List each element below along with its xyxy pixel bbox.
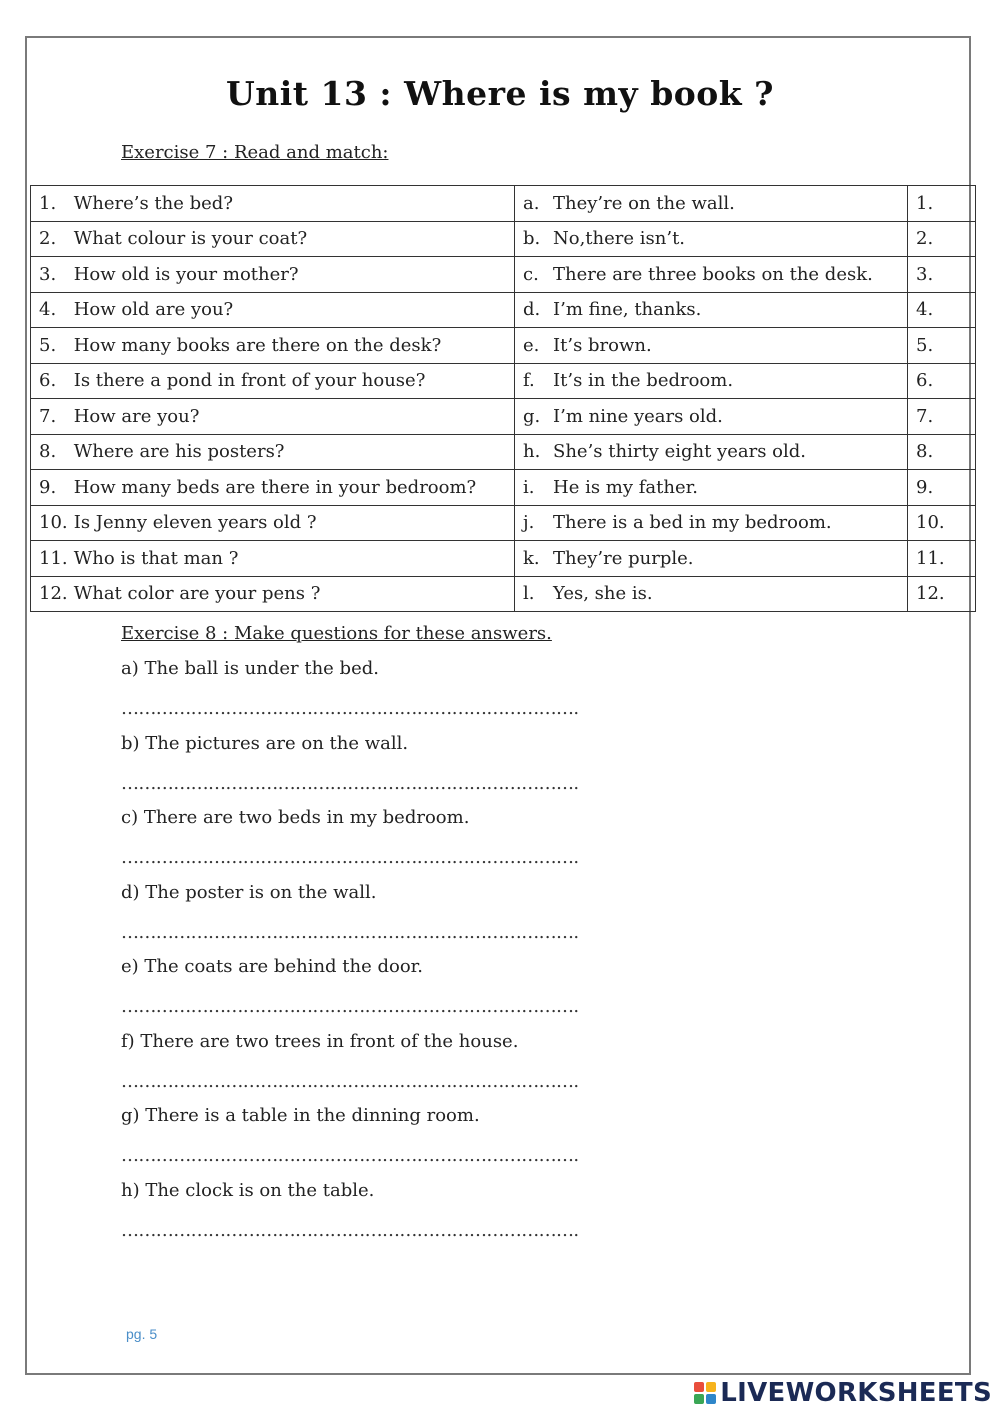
matching-table bbox=[30, 185, 976, 612]
question-cell bbox=[31, 399, 515, 435]
answer-cell bbox=[515, 186, 908, 222]
question-number: 1. bbox=[39, 192, 57, 214]
answer-prompt: a) The ball is under the bed. bbox=[121, 658, 379, 679]
question-text: Is there a pond in front of your house? bbox=[73, 370, 426, 392]
table-row bbox=[31, 434, 976, 470]
question-number: 6. bbox=[39, 370, 57, 392]
question-item bbox=[121, 1101, 661, 1171]
question-text: How old are you? bbox=[73, 299, 234, 321]
question-cell bbox=[31, 221, 515, 257]
answer-text: He is my father. bbox=[553, 476, 698, 498]
answer-text: They’re on the wall. bbox=[553, 192, 735, 214]
table-row bbox=[31, 292, 976, 328]
table-row bbox=[31, 221, 976, 257]
table-row bbox=[31, 257, 976, 293]
write-in-line[interactable]: ……………………………………………………………………. bbox=[121, 996, 579, 1017]
question-item bbox=[121, 654, 661, 724]
answer-cell bbox=[515, 399, 908, 435]
page-number: pg. 5 bbox=[126, 1326, 158, 1342]
answer-text: There is a bed in my bedroom. bbox=[553, 512, 832, 534]
answer-cell bbox=[515, 221, 908, 257]
match-box-number: 11. bbox=[916, 547, 945, 569]
logo-square-blue bbox=[706, 1394, 716, 1404]
answer-text: No,there isn’t. bbox=[553, 228, 686, 250]
question-number: 4. bbox=[39, 299, 57, 321]
question-text: What color are your pens ? bbox=[73, 583, 321, 605]
worksheet-title: Unit 13 : Where is my book ? bbox=[225, 74, 774, 113]
answer-prompt: g) There is a table in the dinning room. bbox=[121, 1105, 480, 1126]
table-row bbox=[31, 505, 976, 541]
write-in-line[interactable]: ……………………………………………………………………. bbox=[121, 847, 579, 868]
match-box-number: 9. bbox=[916, 476, 934, 498]
answer-cell bbox=[515, 363, 908, 399]
answer-text: There are three books on the desk. bbox=[553, 263, 873, 285]
answer-prompt: h) The clock is on the table. bbox=[121, 1179, 375, 1201]
answer-text: I’m fine, thanks. bbox=[553, 299, 702, 321]
question-cell bbox=[31, 434, 515, 470]
question-item bbox=[121, 803, 661, 873]
match-answer-box[interactable] bbox=[908, 399, 976, 435]
match-answer-box[interactable] bbox=[908, 328, 976, 364]
question-cell bbox=[31, 470, 515, 506]
question-number: 10. bbox=[39, 512, 68, 534]
answer-cell bbox=[515, 505, 908, 541]
question-cell bbox=[31, 292, 515, 328]
question-number: 11. bbox=[39, 547, 68, 569]
question-item bbox=[121, 1176, 661, 1246]
exercise-7-heading: Exercise 7 : Read and match: bbox=[121, 142, 389, 163]
answer-letter: l. bbox=[523, 583, 535, 605]
answer-cell bbox=[515, 470, 908, 506]
exercise-8-heading: Exercise 8 : Make questions for these answers. bbox=[121, 623, 552, 644]
match-box-number: 1. bbox=[916, 192, 934, 214]
write-in-line[interactable]: ……………………………………………………………………. bbox=[121, 1145, 579, 1166]
table-row bbox=[31, 363, 976, 399]
match-answer-box[interactable] bbox=[908, 576, 976, 612]
answer-text: They’re purple. bbox=[553, 547, 694, 569]
question-number: 3. bbox=[39, 263, 57, 285]
question-item bbox=[121, 878, 661, 948]
question-text: What colour is your coat? bbox=[73, 228, 308, 250]
question-item bbox=[121, 1027, 661, 1097]
brand-name: LIVEWORKSHEETS bbox=[720, 1378, 992, 1408]
match-box-number: 3. bbox=[916, 263, 934, 285]
table-row bbox=[31, 399, 976, 435]
question-number: 8. bbox=[39, 441, 57, 463]
question-item bbox=[121, 952, 661, 1022]
question-text: Is Jenny eleven years old ? bbox=[73, 512, 317, 534]
answer-cell bbox=[515, 576, 908, 612]
answer-cell bbox=[515, 292, 908, 328]
question-cell bbox=[31, 541, 515, 577]
answer-text: I’m nine years old. bbox=[553, 405, 723, 427]
answer-prompt: b) The pictures are on the wall. bbox=[121, 732, 409, 754]
table-row bbox=[31, 328, 976, 364]
answer-prompt: e) The coats are behind the door. bbox=[121, 956, 424, 977]
match-answer-box[interactable] bbox=[908, 221, 976, 257]
answer-letter: e. bbox=[523, 334, 540, 356]
logo-square-yellow bbox=[706, 1382, 716, 1392]
write-in-line[interactable]: ……………………………………………………………………. bbox=[121, 1219, 579, 1241]
match-box-number: 8. bbox=[916, 441, 934, 463]
match-box-number: 4. bbox=[916, 299, 934, 321]
answer-cell bbox=[515, 328, 908, 364]
question-cell bbox=[31, 363, 515, 399]
match-answer-box[interactable] bbox=[908, 541, 976, 577]
answer-letter: f. bbox=[523, 370, 535, 392]
write-in-line[interactable]: ……………………………………………………………………. bbox=[121, 921, 579, 943]
match-answer-box[interactable] bbox=[908, 186, 976, 222]
answer-letter: j. bbox=[523, 512, 535, 534]
logo-square-red bbox=[694, 1382, 704, 1392]
question-text: How many beds are there in your bedroom? bbox=[73, 476, 477, 498]
table-row bbox=[31, 470, 976, 506]
answer-letter: c. bbox=[523, 263, 539, 285]
question-cell bbox=[31, 328, 515, 364]
match-answer-box[interactable] bbox=[908, 505, 976, 541]
answer-text: She’s thirty eight years old. bbox=[553, 441, 807, 463]
match-answer-box[interactable] bbox=[908, 257, 976, 293]
match-answer-box[interactable] bbox=[908, 363, 976, 399]
answer-text: Yes, she is. bbox=[553, 583, 653, 605]
answer-letter: i. bbox=[523, 476, 535, 498]
table-row bbox=[31, 186, 976, 222]
question-number: 2. bbox=[39, 228, 57, 250]
write-in-line[interactable]: ……………………………………………………………………. bbox=[121, 1070, 579, 1092]
match-box-number: 12. bbox=[916, 583, 945, 605]
question-number: 5. bbox=[39, 334, 57, 356]
write-in-line[interactable]: ……………………………………………………………………. bbox=[121, 772, 579, 794]
table-row bbox=[31, 541, 976, 577]
answer-letter: g. bbox=[523, 405, 541, 427]
liveworksheets-logo[interactable] bbox=[694, 1378, 992, 1408]
question-number: 7. bbox=[39, 405, 57, 427]
question-text: Where’s the bed? bbox=[73, 192, 233, 214]
question-text: Who is that man ? bbox=[73, 547, 239, 569]
brand-logo-icon bbox=[694, 1382, 716, 1404]
answer-letter: a. bbox=[523, 192, 540, 214]
match-box-number: 10. bbox=[916, 512, 945, 534]
table-row bbox=[31, 576, 976, 612]
answer-text: It’s brown. bbox=[553, 334, 652, 356]
answer-cell bbox=[515, 257, 908, 293]
answer-cell bbox=[515, 434, 908, 470]
match-box-number: 6. bbox=[916, 370, 934, 392]
answer-prompt: f) There are two trees in front of the house. bbox=[121, 1030, 519, 1052]
answer-prompt: d) The poster is on the wall. bbox=[121, 881, 377, 903]
answer-letter: d. bbox=[523, 299, 541, 321]
answer-letter: h. bbox=[523, 441, 541, 463]
question-text: How are you? bbox=[73, 405, 200, 427]
write-in-line[interactable]: ……………………………………………………………………. bbox=[121, 698, 579, 719]
answer-letter: k. bbox=[523, 547, 540, 569]
answer-cell bbox=[515, 541, 908, 577]
question-item bbox=[121, 729, 661, 799]
question-cell bbox=[31, 186, 515, 222]
question-cell bbox=[31, 505, 515, 541]
question-text: Where are his posters? bbox=[73, 441, 285, 463]
match-box-number: 5. bbox=[916, 334, 934, 356]
logo-square-green bbox=[694, 1394, 704, 1404]
match-box-number: 2. bbox=[916, 228, 934, 250]
question-number: 12. bbox=[39, 583, 68, 605]
question-number: 9. bbox=[39, 476, 57, 498]
match-answer-box[interactable] bbox=[908, 292, 976, 328]
question-text: How old is your mother? bbox=[73, 263, 299, 285]
answer-letter: b. bbox=[523, 228, 541, 250]
question-text: How many books are there on the desk? bbox=[73, 334, 442, 356]
answer-prompt: c) There are two beds in my bedroom. bbox=[121, 807, 470, 828]
match-box-number: 7. bbox=[916, 405, 934, 427]
match-answer-box[interactable] bbox=[908, 470, 976, 506]
match-answer-box[interactable] bbox=[908, 434, 976, 470]
answer-text: It’s in the bedroom. bbox=[553, 370, 734, 392]
question-cell bbox=[31, 257, 515, 293]
question-cell bbox=[31, 576, 515, 612]
